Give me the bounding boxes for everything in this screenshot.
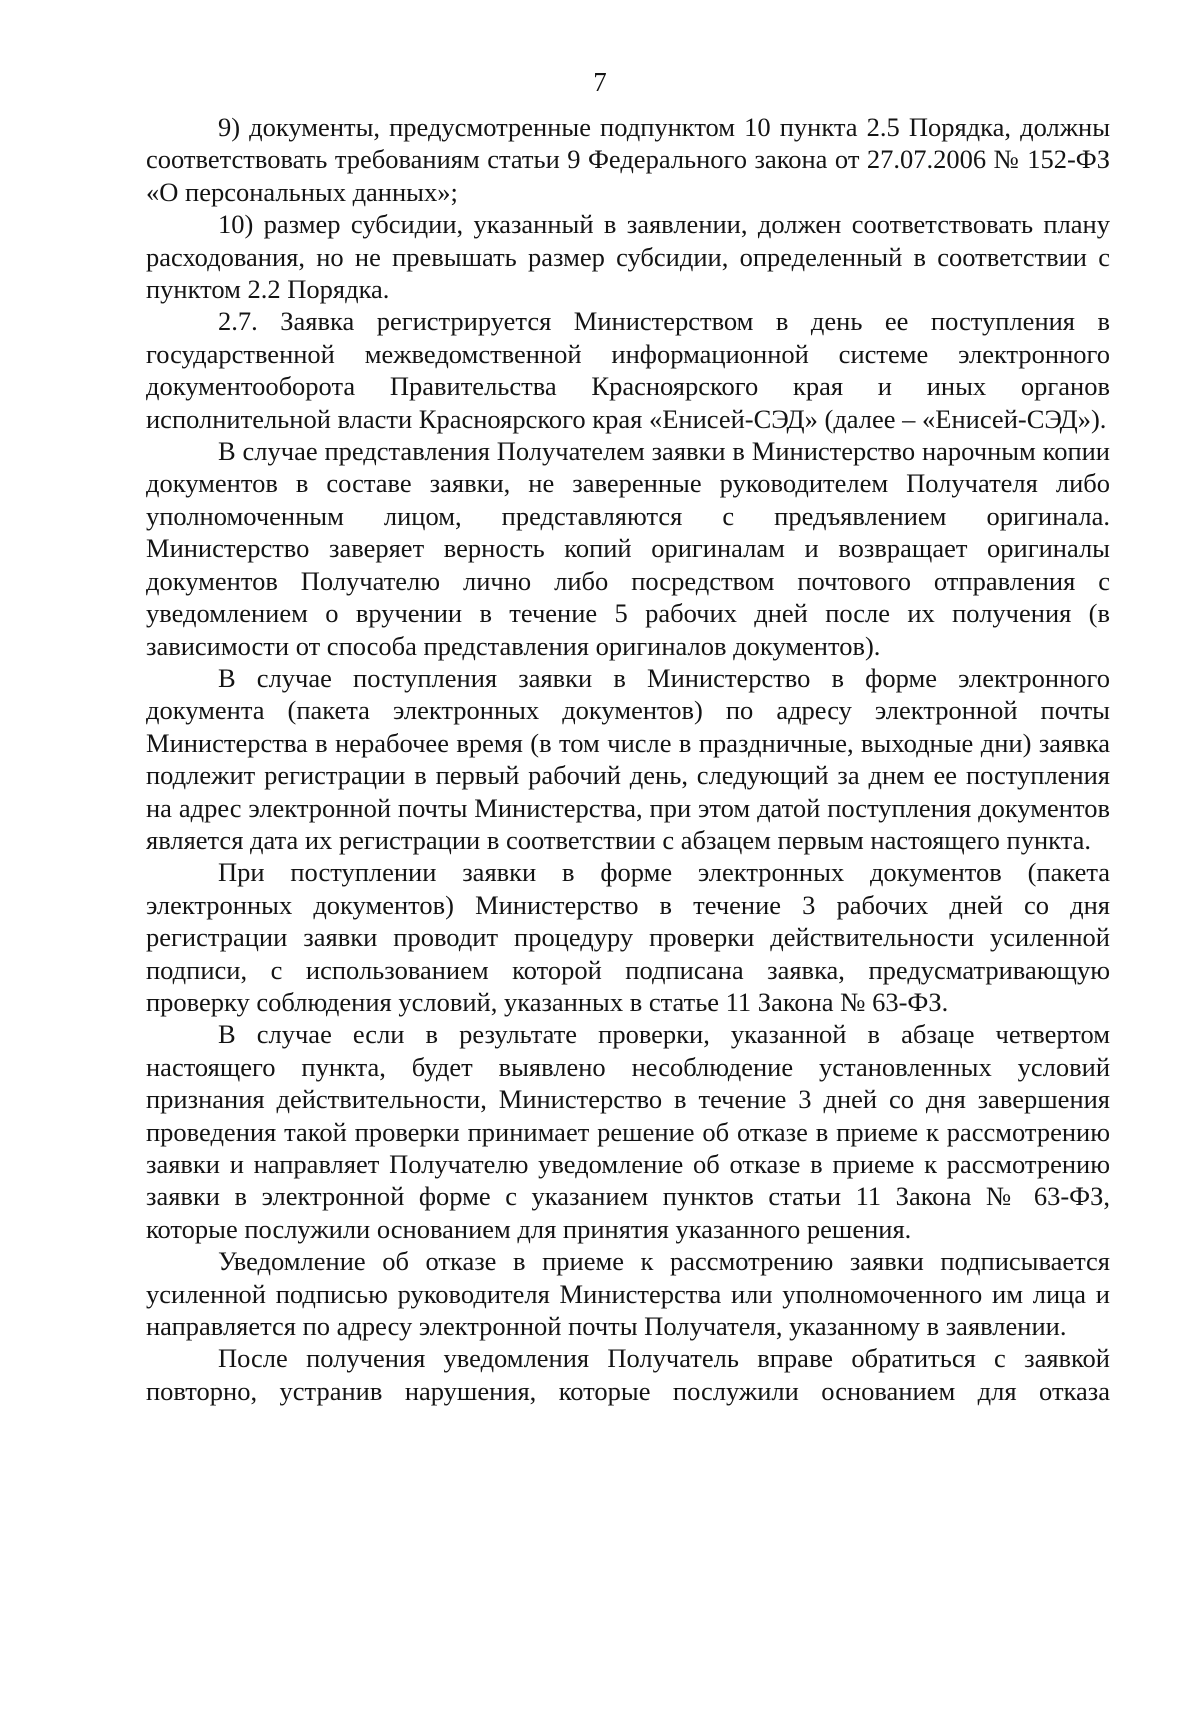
paragraph-resubmission: После получения уведомления Получатель вправе обратиться с заявкой повторно, устранив нарушения, которые послужили основанием для отказа [146, 1343, 1110, 1406]
paragraph-refusal-notice: Уведомление об отказе в приеме к рассмотрению заявки подписывается усиленной подписью руководителя Министерства или уполномоченного им лица и направляется по адресу электронной почты Получателя, указанному в заявлении. [146, 1246, 1110, 1342]
paragraph-2-7: 2.7. Заявка регистрируется Министерством в день ее поступления в государственной межведомственной информационной системе электронного документооборота Правительства Красноярского края и иных органов исполнительной власти Красноярского края «Енисей-СЭД» (далее – «Енисей-СЭД»). [146, 306, 1110, 434]
paragraph-signature-check: При поступлении заявки в форме электронных документов (пакета электронных документов) Министерство в течение 3 рабочих дней со дня регистрации заявки проводит процедуру проверки действительности усиленной подписи, с использованием которой подписана заявка, предусматривающую проверку соблюдения условий, указанных в статье 11 Закона № 63-ФЗ. [146, 857, 1110, 1017]
page-number: 7 [593, 67, 607, 97]
paragraph-paper-submission: В случае представления Получателем заявки в Министерство нарочным копии документов в составе заявки, не заверенные руководителем Получателя либо уполномоченным лицом, представляются с предъявлением оригинала. Министерство заверяет верность копий оригиналам и возвращает оригиналы документов Получателю лично либо посредством почтового отправления с уведомлением о вручении в течение 5 рабочих дней после их получения (в зависимости от способа представления оригиналов документов). [146, 436, 1110, 661]
paragraph-refusal-decision: В случае если в результате проверки, указанной в абзаце четвертом настоящего пункта, будет выявлено несоблюдение установленных условий признания действительности, Министерство в течение 3 дней со дня завершения проведения такой проверки принимает решение об отказе в приеме к рассмотрению заявки и направляет Получателю уведомление об отказе в приеме к рассмотрению заявки в электронной форме с указанием пунктов статьи 11 Закона № 63-ФЗ, которые послужили основанием для принятия указанного решения. [146, 1019, 1110, 1244]
document-body [146, 111, 1110, 1407]
paragraph-electronic-submission: В случае поступления заявки в Министерство в форме электронного документа (пакета электронных документов) по адресу электронной почты Министерства в нерабочее время (в том числе в праздничные, выходные дни) заявка подлежит регистрации в первый рабочий день, следующий за днем ее поступления на адрес электронной почты Министерства, при этом датой поступления документов является дата их регистрации в соответствии с абзацем первым настоящего пункта. [146, 662, 1110, 855]
paragraph-item-10: 10) размер субсидии, указанный в заявлении, должен соответствовать плану расходования, но не превышать размер субсидии, определенный в соответствии с пунктом 2.2 Порядка. [146, 209, 1110, 305]
paragraph-item-9: 9) документы, предусмотренные подпунктом 10 пункта 2.5 Порядка, должны соответствовать требованиям статьи 9 Федерального закона от 27.07.2006 № 152-ФЗ «О персональных данных»; [146, 112, 1110, 207]
